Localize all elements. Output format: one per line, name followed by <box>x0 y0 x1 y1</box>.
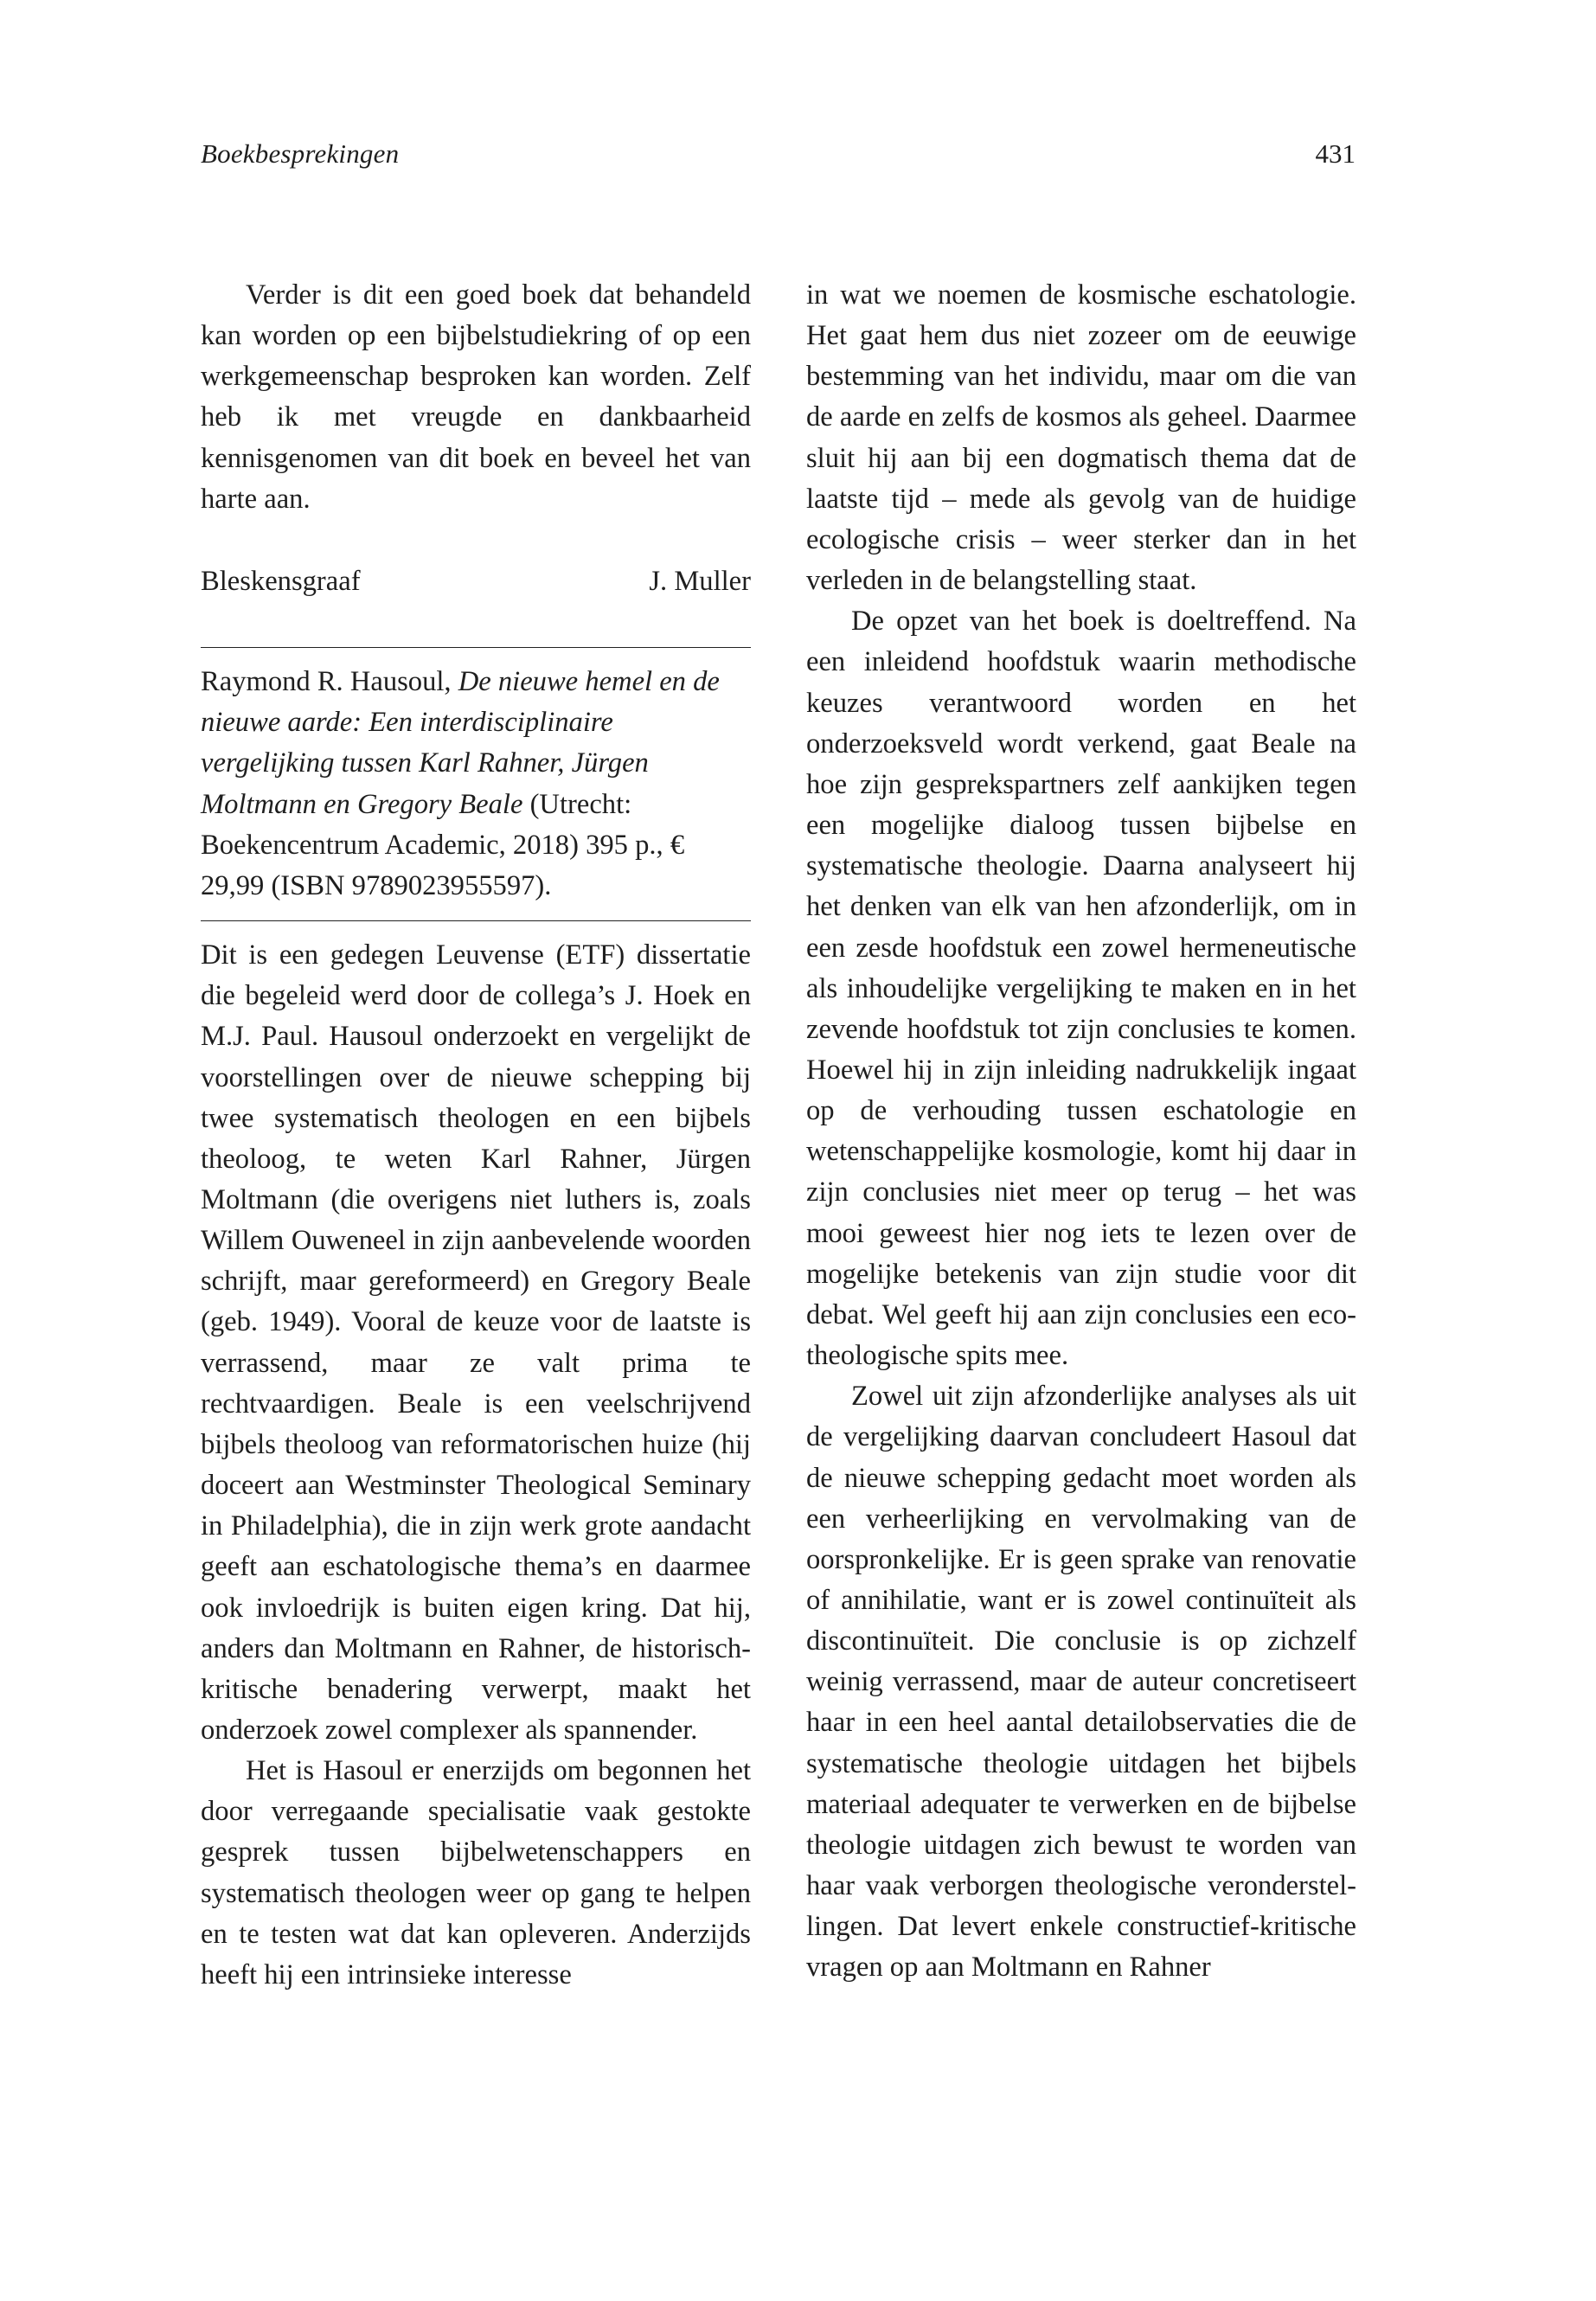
page-number: 431 <box>1315 138 1356 169</box>
book-details: (Utrecht: Boekencentrum Academic, 2018) 395 p., € 29,99 (ISBN 9789023955597). <box>201 788 685 901</box>
running-title: Boekbesprekingen <box>201 138 400 169</box>
closing-paragraph: Verder is dit een goed boek dat behandeld kan worden op een bijbelstudiekring of op een werkgemeenschap besproken kan worden. Zelf heb ik met vreugde en dankbaarheid kennisgenomen van dit boek en beveel het van harte aan. <box>201 279 751 515</box>
review-signature <box>201 561 751 602</box>
divider-top <box>201 647 751 648</box>
signature-place: Bleskensgraaf <box>201 565 361 597</box>
book-author: Raymond R. Hausoul, <box>201 666 458 698</box>
review-paragraph: Dit is een gedegen Leuvense (ETF) dissertatie die begeleid werd door de collega’s J. Hoek en M.J. Paul. Hausoul onderzoekt en vergelijkt de voorstellingen over de nieuwe schepping bij twee systematisch theologen en een bijbels theoloog, te weten Karl Rahner, Jürgen Moltmann (die overigens niet luthers is, zoals Willem Ouweneel in zijn aanbevelende woorden schrijft, maar gereformeerd) en Gregory Beale (geb. 1949). Vooral de keuze voor de laatste is verrassend, maar ze valt prima te rechtvaardigen. Beale is een veelschrijvend bijbels theoloog van reformatorischen huize (hij doceert aan Westminster Theological Seminary in Philadelphia), die in zijn werk grote aandacht geeft aan eschatologische thema’s en daarmee ook invloedrijk is buiten eigen kring. Dat hij, anders dan Moltmann en Rahner, de historisch-kritische benadering verwerpt, maakt het onderzoek zowel complexer als spannender. <box>201 939 751 1746</box>
review-paragraph: Zowel uit zijn afzonderlijke analyses als uit de vergelijking daarvan concludeert Hasoul dat de nieuwe schepping gedacht moet worden als een verheerlijking en vervolmaking van de oorspronkelijke. Er is geen sprake van renovatie of annihilatie, want er is zowel continuïteit als discontinuïteit. Die conclusie is op zichzelf weinig verrassend, maar de auteur concretiseert haar in een heel aantal detailobservaties die de systematische theologie uitdagen het bijbels materiaal adequater te verwerken en de bijbelse theologie uitdagen zich bewust te worden van haar vaak verborgen theologische veronderstellingen. Dat levert enkele constructief-kritische vragen op aan Moltmann en Rahner <box>806 1381 1356 1984</box>
review-paragraph: De opzet van het boek is doeltreffend. Na een inleidend hoofdstuk waarin methodische keuzes verantwoord worden en het onderzoeksveld wordt verkend, gaat Beale na hoe zijn gesprekspartners zelf aankijken tegen een mogelijke dialoog tussen bijbelse en systematische theologie. Daarna analyseert hij het denken van elk van hen afzonderlijk, om in een zesde hoofdstuk een zowel hermeneutische als inhoudelijke vergelijking te maken en in het zevende hoofdstuk tot zijn conclusies te komen. Hoewel hij in zijn inleiding nadrukkelijk ingaat op de verhouding tussen eschatologie en wetenschappelijke kosmologie, komt hij daar in zijn conclusies niet meer op terug – het was mooi geweest hier nog iets te lezen over de mogelijke betekenis van zijn studie voor dit debat. Wel geeft hij aan zijn conclusies een ecotheologische spits mee. <box>806 606 1356 1372</box>
review-paragraph: in wat we noemen de kosmische eschatologie. Het gaat hem dus niet zozeer om de eeuwige bestemming van het individu, maar om die van de aarde en zelfs de kosmos als geheel. Daarmee sluit hij aan bij een dogmatisch thema dat de laatste tijd – mede als gevolg van de huidige ecologische crisis – weer sterker dan in het verleden in de belangstelling staat. <box>806 279 1356 597</box>
signature-author: J. Muller <box>649 565 751 597</box>
review-paragraph: Het is Hasoul er enerzijds om begonnen het door verregaande specialisatie vaak gestokte gesprek tussen bijbelwetenschappers en systematisch theologen weer op gang te helpen en te testen wat dat kan opleveren. Anderzijds heeft hij een intrinsieke interesse <box>201 1755 751 1990</box>
divider-bottom <box>201 920 751 921</box>
book-reference <box>201 662 751 907</box>
book-title: De nieuwe hemel en de nieuwe aarde: Een interdisciplinaire vergelijking tussen Karl Rahner, Jürgen Moltmann en Gregory Beale <box>201 666 720 820</box>
right-column <box>806 275 1356 1989</box>
left-column <box>201 275 751 1996</box>
